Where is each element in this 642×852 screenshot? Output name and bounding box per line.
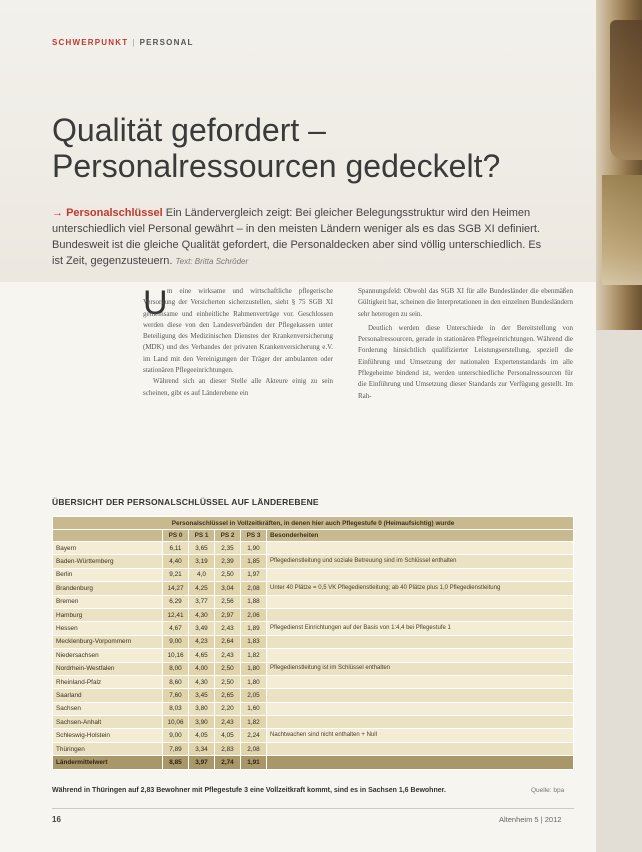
kicker-topic: PERSONAL (139, 38, 194, 47)
ps3-cell: 1,97 (241, 568, 267, 581)
table-source: Quelle: bpa (531, 787, 565, 794)
article-title (52, 112, 572, 184)
ps1-cell: 3,65 (189, 542, 215, 555)
cover-photo-edge (596, 0, 642, 330)
column-header: PS 3 (241, 530, 267, 542)
land-cell: Hessen (53, 622, 163, 635)
note-cell: Pflegedienst Einrichtungen auf der Basis von 1:4,4 bei Pflegestufe 1 (267, 622, 574, 635)
land-cell: Schleswig-Holstein (53, 729, 163, 742)
section-kicker (52, 38, 194, 47)
column-header: Besonderheiten (267, 530, 574, 542)
ps1-cell: 4,30 (189, 675, 215, 688)
lead-text: Ein Ländervergleich zeigt: Bei gleicher Belegungsstruktur wird den Heimen unterschiedlich viel Personal gewährt – in den meisten Ländern weniger als es das SGB XI definiert. Bundesweit ist die gleiche Qualität gefordert, die Personaldecken aber sind völlig unterschiedlich. Es ist Zeit, gegenzusteuern. (52, 207, 542, 267)
table-row (53, 689, 574, 702)
ps2-cell: 2,83 (215, 742, 241, 755)
average-land-cell: Ländermittelwert (53, 756, 163, 769)
ps3-cell: 1,89 (241, 622, 267, 635)
ps2-cell: 2,50 (215, 568, 241, 581)
body-paragraph: Während sich an dieser Stelle alle Akteure einig zu sein scheinen, gibt es auf Länderebene ein (143, 377, 333, 397)
ps3-cell: 2,08 (241, 742, 267, 755)
table-row (53, 702, 574, 715)
ps3-cell: 1,88 (241, 595, 267, 608)
ps2-cell: 2,50 (215, 662, 241, 675)
column-header: PS 2 (215, 530, 241, 542)
ps3-cell: 1,60 (241, 702, 267, 715)
ps2-cell: 2,35 (215, 542, 241, 555)
ps0-cell: 7,89 (163, 742, 189, 755)
kicker-separator: | (132, 38, 136, 47)
table-header-top: Personalschlüssel in Vollzeitkräften, in denen hier auch Pflegestufe 0 (Heimaufsichtig) wurde (53, 517, 574, 530)
table-row (53, 662, 574, 675)
ps1-cell: 4,05 (189, 729, 215, 742)
table-row (53, 622, 574, 635)
page-number: 16 (52, 815, 61, 824)
ps3-cell: 1,83 (241, 635, 267, 648)
note-cell (267, 635, 574, 648)
note-cell (267, 568, 574, 581)
note-cell (267, 595, 574, 608)
ps2-cell: 2,64 (215, 635, 241, 648)
lead-label: Personalschlüssel (66, 207, 163, 219)
title-line-1: Qualität gefordert – (52, 112, 326, 148)
note-cell (267, 542, 574, 555)
body-column-2 (358, 286, 573, 405)
ps3-cell: 2,05 (241, 689, 267, 702)
average-ps2-cell: 2,74 (215, 756, 241, 769)
average-row (53, 756, 574, 769)
land-cell: Mecklenburg-Vorpommern (53, 635, 163, 648)
ps3-cell: 1,80 (241, 675, 267, 688)
note-cell (267, 689, 574, 702)
ps3-cell: 1,80 (241, 662, 267, 675)
body-paragraph: Spannungsfeld: Obwohl das SGB XI für alle Bundesländer die ebenmäßen Gültigkeit hat, scheinen die Interpretationen in den einzelnen Bundesländern sehr heterogen zu sein. (358, 287, 573, 318)
footer-divider (52, 808, 574, 809)
ps0-cell: 9,00 (163, 635, 189, 648)
ps1-cell: 4,30 (189, 608, 215, 621)
ps3-cell: 1,85 (241, 555, 267, 568)
ps0-cell: 8,60 (163, 675, 189, 688)
ps2-cell: 2,50 (215, 675, 241, 688)
note-cell (267, 649, 574, 662)
table-row (53, 635, 574, 648)
ps0-cell: 8,00 (163, 662, 189, 675)
table-caption: Während in Thüringen auf 2,83 Bewohner mit Pflegestufe 3 eine Vollzeitkraft kommt, sind es in Sachsen 1,6 Bewohner. (52, 787, 446, 794)
table-row (53, 608, 574, 621)
table-row (53, 729, 574, 742)
page-gutter (596, 330, 642, 852)
ps0-cell: 12,41 (163, 608, 189, 621)
land-cell: Niedersachsen (53, 649, 163, 662)
land-cell: Nordrhein-Westfalen (53, 662, 163, 675)
column-header (53, 530, 163, 542)
ps0-cell: 4,67 (163, 622, 189, 635)
ps3-cell: 1,90 (241, 542, 267, 555)
ps0-cell: 7,60 (163, 689, 189, 702)
note-cell (267, 742, 574, 755)
table-header-row (53, 517, 574, 530)
photo-highlight (602, 175, 642, 285)
ps0-cell: 9,00 (163, 729, 189, 742)
land-cell: Hamburg (53, 608, 163, 621)
ps1-cell: 3,90 (189, 716, 215, 729)
ps0-cell: 6,29 (163, 595, 189, 608)
table-row (53, 716, 574, 729)
arrow-icon: → (52, 207, 63, 219)
table-row (53, 582, 574, 595)
ps2-cell: 2,43 (215, 716, 241, 729)
land-cell: Sachsen-Anhalt (53, 716, 163, 729)
title-line-2: Personalressourcen gedeckelt? (52, 148, 501, 184)
land-cell: Berlin (53, 568, 163, 581)
land-cell: Brandenburg (53, 582, 163, 595)
average-ps1-cell: 3,97 (189, 756, 215, 769)
ps2-cell: 4,05 (215, 729, 241, 742)
land-cell: Rheinland-Pfalz (53, 675, 163, 688)
table-row (53, 542, 574, 555)
ps0-cell: 8,03 (163, 702, 189, 715)
land-cell: Bayern (53, 542, 163, 555)
ps2-cell: 2,20 (215, 702, 241, 715)
column-header: PS 0 (163, 530, 189, 542)
kicker-section: SCHWERPUNKT (52, 38, 129, 47)
ps1-cell: 4,23 (189, 635, 215, 648)
ps3-cell: 2,08 (241, 582, 267, 595)
table-row (53, 595, 574, 608)
land-cell: Thüringen (53, 742, 163, 755)
ps1-cell: 3,49 (189, 622, 215, 635)
table-row (53, 568, 574, 581)
ps1-cell: 4,00 (189, 662, 215, 675)
personnel-key-table (52, 516, 574, 770)
average-ps0-cell: 8,85 (163, 756, 189, 769)
table-column-row (53, 530, 574, 542)
ps1-cell: 4,25 (189, 582, 215, 595)
average-note-cell (267, 756, 574, 769)
ps2-cell: 3,04 (215, 582, 241, 595)
ps3-cell: 1,82 (241, 649, 267, 662)
ps2-cell: 2,43 (215, 649, 241, 662)
note-cell: Unter 40 Plätze = 0,5 VK Pflegedienstleitung; ab 40 Plätze plus 1,0 Pflegedienstleitung (267, 582, 574, 595)
land-cell: Baden-Württemberg (53, 555, 163, 568)
ps2-cell: 2,65 (215, 689, 241, 702)
ps0-cell: 6,11 (163, 542, 189, 555)
ps1-cell: 4,65 (189, 649, 215, 662)
ps1-cell: 3,45 (189, 689, 215, 702)
ps0-cell: 10,06 (163, 716, 189, 729)
ps1-cell: 3,34 (189, 742, 215, 755)
land-cell: Sachsen (53, 702, 163, 715)
note-cell: Pflegedienstleitung und soziale Betreuung sind im Schlüssel enthalten (267, 555, 574, 568)
ps0-cell: 10,16 (163, 649, 189, 662)
note-cell (267, 608, 574, 621)
ps3-cell: 2,06 (241, 608, 267, 621)
ps1-cell: 3,77 (189, 595, 215, 608)
note-cell (267, 702, 574, 715)
ps2-cell: 2,39 (215, 555, 241, 568)
ps2-cell: 2,56 (215, 595, 241, 608)
body-paragraph: Deutlich werden diese Unterschiede in der Bereitstellung von Personalressourcen, gerade in stationären Pflegeeinrichtungen. Während die Forderung hinsichtlich qualifizierter Leistungserstellung, speziell die Einführung und Umsetzung der nationalen Expertenstandards im alle Pflegeheime bindend ist, werden unterschiedliche Personalressourcen für die Einführung und Umsetzung dieser Standards zur Verfügung gestellt. Im Rah- (358, 323, 573, 400)
table-row (53, 555, 574, 568)
land-cell: Bremen (53, 595, 163, 608)
note-cell (267, 716, 574, 729)
table-row (53, 675, 574, 688)
ps2-cell: 2,43 (215, 622, 241, 635)
ps0-cell: 9,21 (163, 568, 189, 581)
photo-shadow (610, 20, 642, 160)
magazine-issue: Altenheim 5 | 2012 (499, 815, 562, 824)
lead-paragraph (52, 205, 542, 270)
ps1-cell: 4,0 (189, 568, 215, 581)
ps0-cell: 4,40 (163, 555, 189, 568)
body-paragraph: m eine wirksame und wirtschaftliche pflegerische Versorgung der Versicherten sicherzustellen, sieht § 75 SGB XI gemeinsame und einheitliche Rahmenverträge vor. Geschlossen werden diese von den Landesverbänden der Pflegekassen unter Beteiligung des Medizinischen Dienstes der Krankenversicherung (MDK) und des Verbandes der privaten Krankenversicherung e.V. im Land mit den Vereinigungen der Träger der ambulanten oder stationären Pflegeeinrichtungen. (143, 287, 333, 375)
drop-cap: U (143, 284, 168, 322)
ps1-cell: 3,80 (189, 702, 215, 715)
table-row (53, 742, 574, 755)
average-ps3-cell: 1,91 (241, 756, 267, 769)
author-credit: Text: Britta Schröder (175, 257, 249, 266)
land-cell: Saarland (53, 689, 163, 702)
note-cell (267, 675, 574, 688)
table-row (53, 649, 574, 662)
ps0-cell: 14,27 (163, 582, 189, 595)
table-title: ÜBERSICHT DER PERSONALSCHLÜSSEL AUF LÄNDEREBENE (52, 497, 319, 507)
ps2-cell: 2,97 (215, 608, 241, 621)
note-cell: Pflegedienstleitung ist im Schlüssel enthalten (267, 662, 574, 675)
column-header: PS 1 (189, 530, 215, 542)
ps1-cell: 3,19 (189, 555, 215, 568)
ps3-cell: 2,24 (241, 729, 267, 742)
body-column-1 (143, 286, 333, 399)
ps3-cell: 1,82 (241, 716, 267, 729)
note-cell: Nachtwachen sind nicht enthalten + Null (267, 729, 574, 742)
